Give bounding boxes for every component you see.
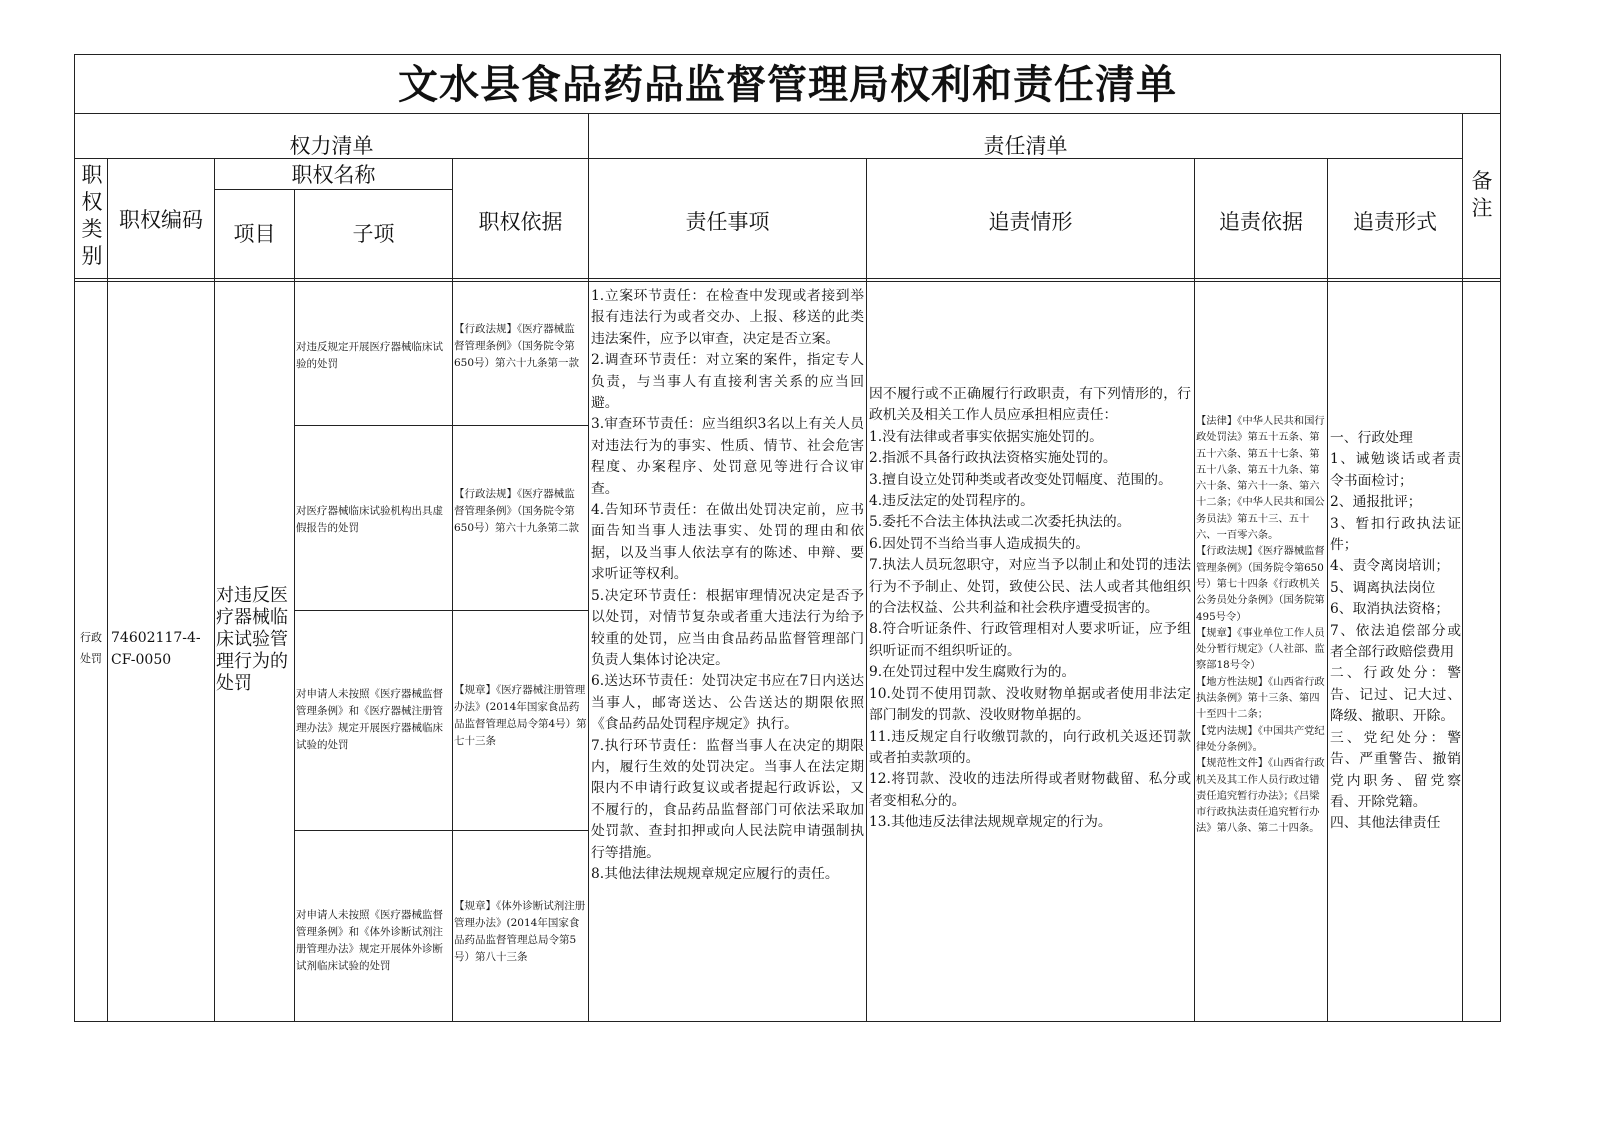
duty-item: 1.立案环节责任：在检查中发现或者接到举报有违法行为或者交办、上报、移送的此类违法案件，应予以审查，决定是否立案。 [591,288,864,347]
header-accountability-forms: 追责形式 [1353,210,1437,234]
case-item: 2.指派不具备行政执法资格实施处罚的。 [869,450,1117,467]
header-remarks: 备注 [1471,169,1493,220]
case-item: 10.处罚不使用罚款、没收财物单据或者使用非法定部门制发的罚款、没收财物单据的。 [869,685,1191,724]
form-item: 5、调离执法岗位 [1330,579,1436,596]
case-item: 5.委托不合法主体执法或二次委托执法的。 [869,514,1131,531]
table-border-bottom [74,1021,1501,1022]
duties-list [591,286,864,1020]
sub-item-basis: 【规章】《医疗器械注册管理办法》(2014年国家食品药品监督管理总局令第4号）第七十三条 [454,684,587,747]
header-basis: 职权依据 [478,210,563,234]
basis-item: 【规范性文件】《山西省行政机关及其工作人员行政过错责任追究暂行办法》；《吕梁市行政执法责任追究暂行办法》第八条、第二十四条。 [1196,757,1325,835]
basis-item: 【党内法规】《中国共产党纪律处分条例》。 [1196,724,1325,753]
rule-title-bottom [74,113,1501,114]
case-item: 因不履行或不正确履行行政职责，有下列情形的，行政机关及相关工作人员应承担相应责任： [869,386,1191,424]
duty-item: 5.决定环节责任：根据审理情况决定是否予以处罚，对情节复杂或者重大违法行为给予较重的处罚，应当由食品药品监督管理部门负责人集体讨论决定。 [591,587,864,668]
accountability-cases-list [869,384,1191,924]
case-item: 3.擅自设立处罚种类或者改变处罚幅度、范围的。 [869,471,1172,488]
form-item: 一、行政处理 [1330,430,1413,446]
sub-rule-1 [294,425,588,426]
sub-item-basis: 【行政法规】《医疗器械监督管理条例》（国务院令第650号）第六十九条第二款 [454,488,580,534]
form-item: 4、责令离岗培训； [1330,558,1450,575]
header-power-name: 职权名称 [291,163,376,187]
duty-item: 4.告知环节责任：在做出处罚决定前，应书面告知当事人违法事实、处罚的理由和依据，以及当事人依法享有的陈述、申辩、要求听证等权利。 [591,502,864,583]
duty-item: 8.其他法律法规规章规定应履行的责任。 [591,865,839,882]
sub-rule-3 [294,830,588,831]
basis-item: 【地方性法规】《山西省行政执法条例》第十三条、第四十至四十二条； [1196,675,1325,721]
basis-item: 【规章】《事业单位工作人员处分暂行规定》（人社部、监察部18号令） [1196,626,1325,672]
sub-item-name: 对医疗器械临床试验机构出具虚假报告的处罚 [296,505,443,534]
case-item: 11.违反规定自行收缴罚款的，向行政机关返还罚款或者拍卖款项的。 [869,728,1191,766]
duty-item: 3.审查环节责任：应当组织3名以上有关人员对违法行为的事实、性质、情节、社会危害程度、办案程序、处罚意见等进行合议审查。 [591,416,864,497]
accountability-forms-list [1330,428,1461,888]
table-border-top [74,54,1501,55]
accountability-basis-list [1196,413,1326,873]
rule-body-top [74,281,1501,282]
form-item: 四、其他法律责任 [1330,815,1441,832]
header-category: 职权类别 [81,163,103,268]
row-code: 74602117-4-CF-0050 [111,630,201,668]
case-item: 13.其他违反法律法规规章规定的行为。 [869,814,1112,831]
row-project: 对违反医疗器械临床试验管理行为的处罚 [216,585,288,694]
sub-item-name: 对申请人未按照《医疗器械监督管理条例》和《体外诊断试剂注册管理办法》规定开展体外诊断试剂临床试验的处罚 [296,909,443,972]
sub-rule-2 [294,610,588,611]
col-rule-9 [1462,113,1463,1022]
case-item: 8.符合听证条件、行政管理相对人要求听证，应予组织听证而不组织听证的。 [869,621,1191,659]
rule-header-bottom [74,278,1501,279]
table-border-left [74,54,75,1022]
col-rule-1 [107,158,108,1022]
sub-item-basis: 【行政法规】《医疗器械监督管理条例》（国务院令第650号）第六十九条第一款 [454,323,580,369]
col-rule-6 [866,158,867,1022]
form-item: 6、取消执法资格； [1330,601,1450,618]
case-item: 7.执法人员玩忽职守，对应当予以制止和处罚的违法行为不予制止、处罚，致使公民、法人或者其他组织的合法权益、公共利益和社会秩序遭受损害的。 [869,557,1191,617]
sub-item-basis: 【规章】《体外诊断试剂注册管理办法》(2014年国家食品药品监督管理总局令第5号）第八十三条 [454,900,586,963]
header-sub-item: 子项 [352,222,395,246]
col-rule-2 [214,158,215,1022]
header-accountability-cases: 追责情形 [988,210,1073,234]
header-project: 项目 [233,222,276,246]
header-power-list: 权力清单 [289,134,374,156]
duty-item: 2.调查环节责任：对立案的案件，指定专人负责，与当事人有直接利害关系的应当回避。 [591,352,864,412]
header-duties: 责任事项 [685,210,770,234]
duty-item: 7.执行环节责任：监督当事人在决定的期限内，履行生效的处罚决定。当事人在法定期限内不申请行政复议或者提起行政诉讼，又不履行的，食品药品监督部门可依法采取加处罚款、查封扣押或向人民法院申请强制执行等措施。 [591,737,864,861]
case-item: 4.违反法定的处罚程序的。 [869,493,1034,510]
form-item: 二、行政处分：警告、记过、记大过、降级、撤职、开除。 [1330,665,1461,725]
form-item: 1、诫勉谈话或者责令书面检讨； [1330,451,1461,489]
form-item: 2、通报批评； [1330,494,1422,511]
table-border-right [1500,54,1501,1022]
case-item: 9.在处罚过程中发生腐败行为的。 [869,664,1076,681]
form-item: 三、党纪处分：警告、严重警告、撤销党内职务、留党察看、开除党籍。 [1330,729,1461,810]
case-item: 12.将罚款、没收的违法所得或者财物截留、私分或者变相私分的。 [869,771,1191,809]
col-rule-4 [452,158,453,1022]
rule-name-split [215,189,452,190]
header-responsibility-list: 责任清单 [983,134,1068,156]
col-rule-3 [294,189,295,1022]
basis-item: 【法律】《中华人民共和国行政处罚法》第五十五条、第五十六条、第五十七条、第五十八条、第五十九条、第六十条、第六十一条、第六十二条；《中华人民共和国公务员法》第五十三、五十六、一百零六条。 [1196,415,1325,542]
header-code: 职权编码 [119,207,203,232]
sub-item-name: 对申请人未按照《医疗器械监督管理条例》和《医疗器械注册管理办法》规定开展医疗器械临床试验的处罚 [296,688,443,751]
form-item: 7、依法追偿部分或者全部行政赔偿费用 [1330,622,1461,661]
form-item: 3、暂扣行政执法证件； [1330,515,1461,554]
col-rule-7 [1194,158,1195,1022]
row-category: 行政处罚 [80,631,102,665]
basis-item: 【行政法规】《医疗器械监督管理条例》（国务院令第650号）第七十四条《行政机关公务员处分条例》（国务院第495号令） [1196,545,1325,623]
header-accountability-basis: 追责依据 [1219,210,1303,234]
sub-item-name: 对违反规定开展医疗器械临床试验的处罚 [296,341,443,370]
duty-item: 6.送达环节责任：处罚决定书应在7日内送达当事人，邮寄送达、公告送达的期限依照《食品药品处罚程序规定》执行。 [591,673,864,733]
case-item: 6.因处罚不当给当事人造成损失的。 [869,535,1090,552]
case-item: 1.没有法律或者事实依据实施处罚的。 [869,428,1103,445]
col-rule-8 [1327,158,1328,1022]
page-title: 文水县食品药品监督管理局权利和责任清单 [398,61,1177,108]
